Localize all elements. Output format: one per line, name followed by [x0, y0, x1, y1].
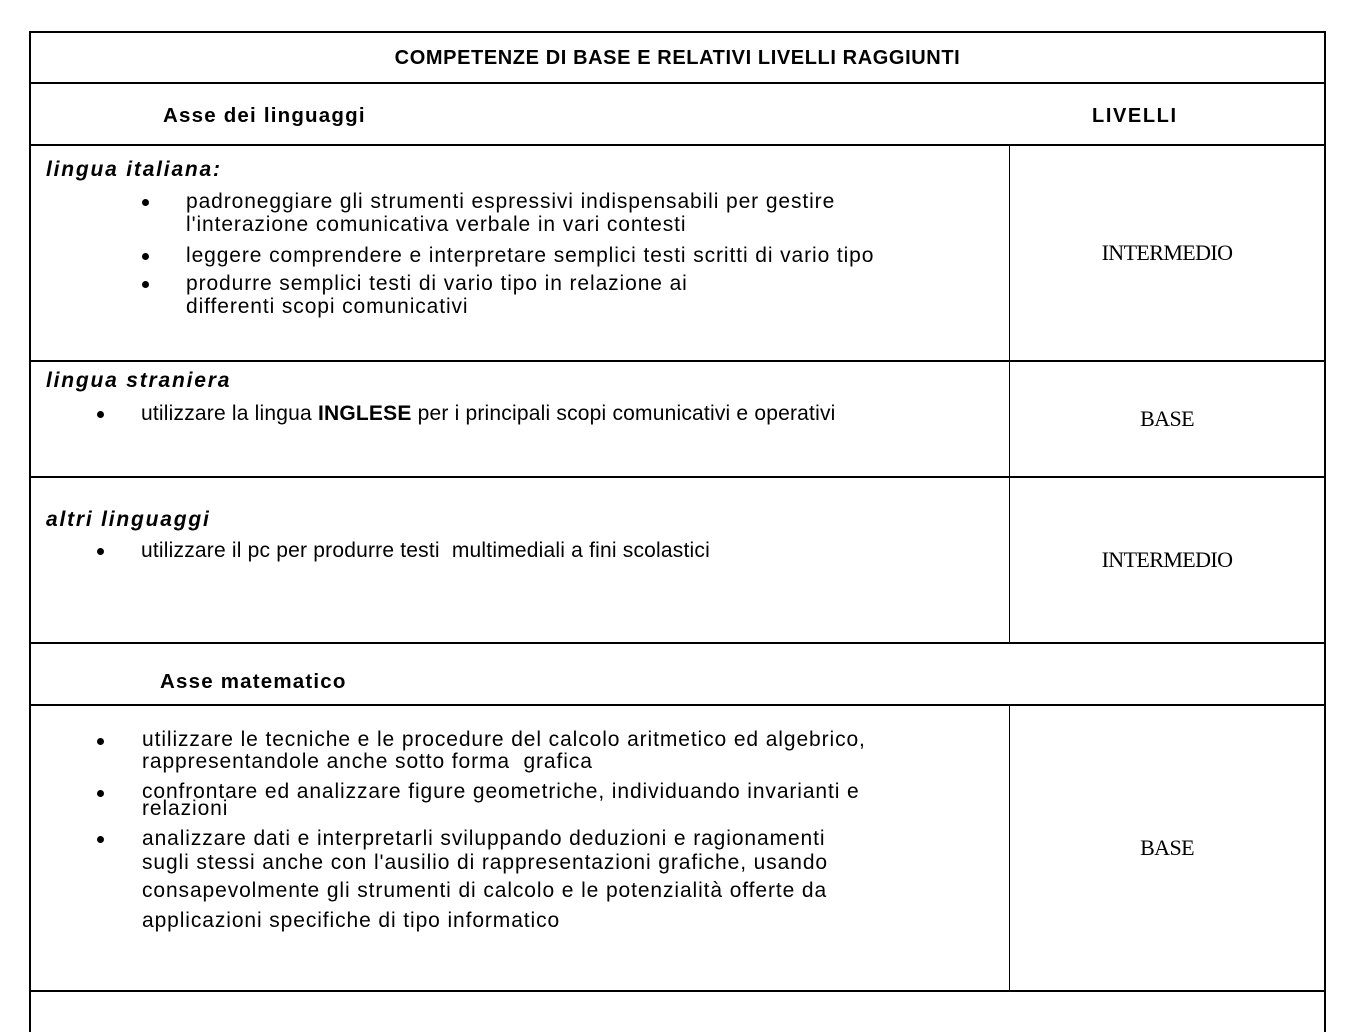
list-item — [142, 827, 866, 933]
axis-label-languages: Asse dei linguaggi — [163, 104, 366, 127]
table-title: COMPETENZE DI BASE E RELATIVI LIVELLI RAGGIUNTI — [394, 47, 961, 69]
bullet-icon — [142, 253, 149, 260]
list-item-line: l'interazione comunicativa verbale in vari contesti — [186, 213, 687, 236]
list-item-line: produrre semplici testi di vario tipo in relazione ai — [186, 272, 688, 295]
list-item-line: analizzare dati e interpretarli sviluppando deduzioni e ragionamenti — [142, 827, 826, 850]
competence-row-other-languages — [31, 478, 1324, 644]
bullet-list-math — [142, 729, 866, 933]
axis-header-row-languages — [31, 84, 1324, 146]
list-item-line: sugli stessi anche con l'ausilio di rappresentazioni grafiche, usando — [142, 851, 828, 874]
level-value: BASE — [1140, 835, 1194, 860]
competence-description-cell — [31, 362, 1010, 476]
list-item — [142, 781, 866, 827]
list-item-line: utilizzare le tecniche e le procedure del calcolo aritmetico ed algebrico, — [142, 728, 866, 751]
list-item — [141, 539, 710, 562]
next-row-partial — [31, 992, 1324, 1032]
level-value: INTERMEDIO — [1101, 240, 1233, 265]
axis-header-row-math — [31, 644, 1324, 706]
list-item — [141, 402, 836, 425]
competence-row-math — [31, 706, 1324, 992]
list-item-line: rappresentandole anche sotto forma grafica — [142, 750, 593, 773]
bullet-list-other-languages — [141, 539, 710, 562]
competence-description-cell — [31, 478, 1010, 642]
axis-label-math: Asse matematico — [160, 670, 347, 693]
level-cell — [1010, 706, 1324, 990]
subtitle-foreign-language: lingua straniera — [46, 369, 232, 392]
list-item-line: utilizzare il pc per produrre testi multimediali a fini scolastici — [141, 539, 710, 562]
bullet-icon — [97, 836, 104, 843]
list-item-line: confrontare ed analizzare figure geometriche, individuando invarianti e — [142, 780, 860, 803]
list-item-line: leggere comprendere e interpretare semplici testi scritti di vario tipo — [186, 244, 875, 267]
table-title-row — [31, 33, 1324, 84]
competence-description-cell — [31, 146, 1010, 360]
competence-row-italian — [31, 146, 1324, 362]
list-item-emphasis: INGLESE — [317, 402, 412, 425]
competence-description-cell — [31, 706, 1010, 990]
list-item — [142, 729, 866, 781]
bullet-icon — [142, 199, 149, 206]
bullet-icon — [142, 281, 149, 288]
subtitle-italian: lingua italiana: — [46, 158, 222, 181]
list-item — [186, 272, 874, 318]
list-item-text: utilizzare la lingua — [141, 402, 318, 425]
list-item-line: consapevolmente gli strumenti di calcolo e le potenzialità offerte da — [142, 879, 828, 902]
bullet-icon — [97, 790, 104, 797]
level-value: BASE — [1140, 406, 1194, 431]
competences-table — [29, 31, 1326, 1032]
bullet-list-foreign-language — [141, 402, 836, 425]
bullet-icon — [97, 548, 104, 555]
bullet-icon — [97, 411, 104, 418]
list-item-line: applicazioni specifiche di tipo informatico — [142, 909, 561, 932]
subtitle-other-languages: altri linguaggi — [46, 508, 211, 531]
competence-row-foreign-language — [31, 362, 1324, 478]
list-item — [186, 190, 874, 244]
levels-column-header: LIVELLI — [1092, 105, 1178, 127]
list-item — [186, 244, 874, 272]
list-item-line: padroneggiare gli strumenti espressivi indispensabili per gestire — [186, 190, 836, 213]
level-cell — [1010, 362, 1324, 476]
level-cell — [1010, 146, 1324, 360]
level-cell — [1010, 478, 1324, 642]
list-item-text: per i principali scopi comunicativi e operativi — [411, 402, 836, 425]
bullet-list-italian — [186, 190, 874, 318]
level-value: INTERMEDIO — [1101, 547, 1233, 572]
list-item-line: differenti scopi comunicativi — [186, 295, 469, 318]
bullet-icon — [97, 738, 104, 745]
list-item-line: relazioni — [142, 797, 229, 820]
